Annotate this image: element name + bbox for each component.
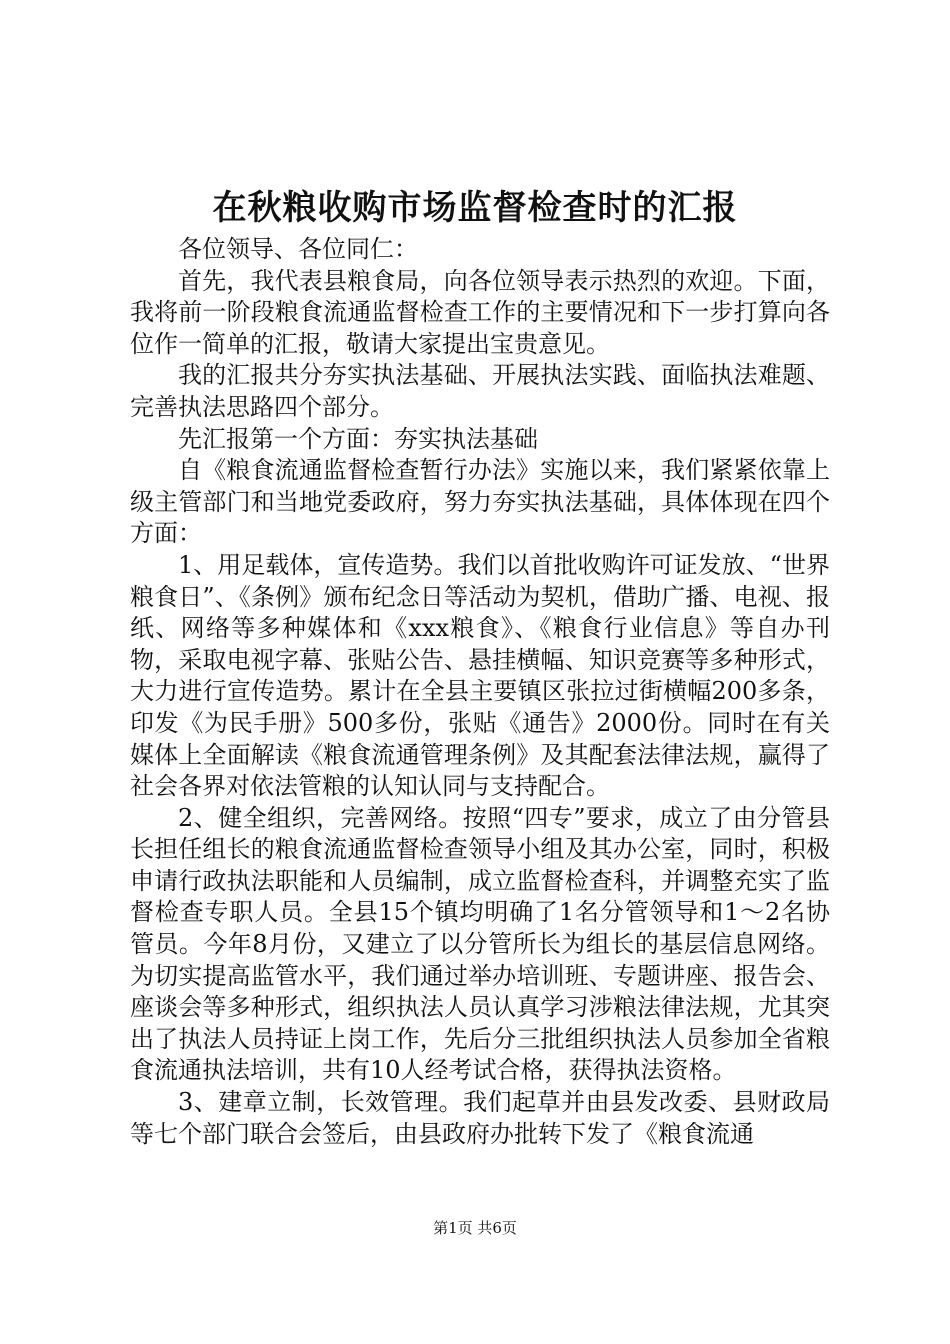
page-number-footer: 第1页 共6页 [433, 1219, 517, 1237]
item-2-paragraph: 2、健全组织，完善网络。按照“四专”要求，成立了由分管县长担任组长的粮食流通监督检查领导小组及其办公室，同时，积极申请行政执法职能和人员编制，成立监督检查科，并调整充实了监督检查专职人员。全县15个镇均明确了1名分管领导和1～2名协管员。今年8月份，又建立了以分管所长为组长的基层信息网络。为切实提高监管水平，我们通过举办培训班、专题讲座、报告会、座谈会等多种形式，组织执法人员认真学习涉粮法律法规，尤其突出了执法人员持证上岗工作，先后分三批组织执法人员参加全省粮食流通执法培训，共有10人经考试合格，获得执法资格。 [130, 803, 830, 1085]
document-body [130, 234, 830, 1150]
intro-paragraph: 首先，我代表县粮食局，向各位领导表示热烈的欢迎。下面，我将前一阶段粮食流通监督检查工作的主要情况和下一步打算向各位作一简单的汇报，敬请大家提出宝贵意见。 [130, 266, 830, 358]
greeting-paragraph: 各位领导、各位同仁： [178, 235, 418, 263]
document-title: 在秋粮收购市场监督检查时的汇报 [212, 188, 738, 228]
outline-paragraph: 我的汇报共分夯实执法基础、开展执法实践、面临执法难题、完善执法思路四个部分。 [130, 361, 830, 421]
item-1-paragraph: 1、用足载体，宣传造势。我们以首批收购许可证发放、“世界粮食日”、《条例》颁布纪念日等活动为契机，借助广播、电视、报纸、网络等多种媒体和《xxx粮食》、《粮食行业信息》等自办刊物，采取电视字幕、张贴公告、悬挂横幅、知识竞赛等多种形式，大力进行宣传造势。累计在全县主要镇区张拉过街横幅200多条，印发《为民手册》500多份，张贴《通告》2000份。同时在有关媒体上全面解读《粮食流通管理条例》及其配套法律法规，赢得了社会各界对依法管粮的认知认同与支持配合。 [130, 550, 830, 801]
section-intro-paragraph: 自《粮食流通监督检查暂行办法》实施以来，我们紧紧依靠上级主管部门和当地党委政府，努力夯实执法基础，具体体现在四个方面： [130, 456, 830, 548]
item-3-paragraph: 3、建章立制，长效管理。我们起草并由县发改委、县财政局等七个部门联合会签后，由县政府办批转下发了《粮食流通 [130, 1088, 830, 1148]
section-heading-paragraph: 先汇报第一个方面：夯实执法基础 [178, 424, 538, 453]
